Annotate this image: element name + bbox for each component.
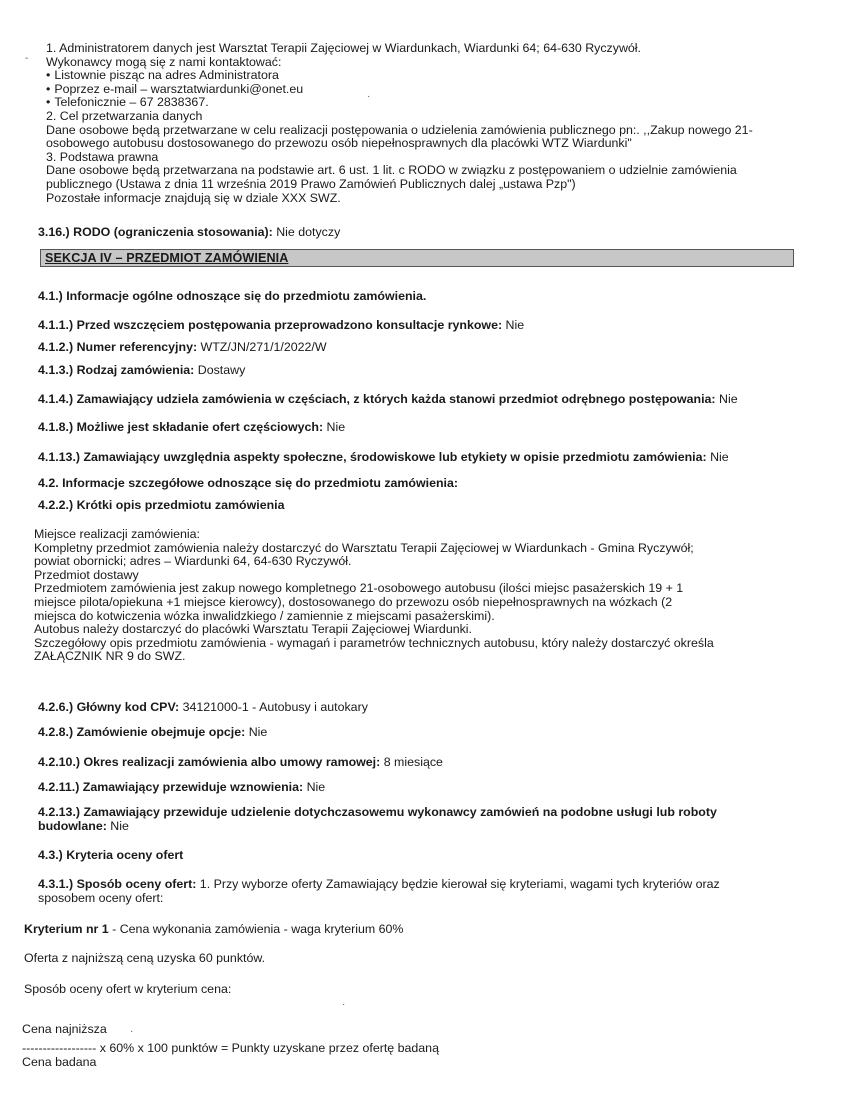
- section-header: [40, 249, 794, 267]
- field-label: 4.2.6.) Główny kod CPV:: [38, 700, 180, 714]
- formula-denominator: Cena badana: [22, 1055, 97, 1069]
- scan-speck: ·: [130, 1026, 134, 1037]
- description-block: [34, 528, 824, 664]
- field-label: 4.1.1.) Przed wszczęciem postępowania przeprowadzono konsultacje rynkowe:: [38, 318, 503, 332]
- scan-speck: ·: [342, 999, 346, 1010]
- criterion-value: - Cena wykonania zamówienia - waga kryterium 60%: [108, 922, 404, 936]
- gdpr-line: publicznego (Ustawa z dnia 11 września 2019 Prawo Zamówień Publicznych dalej „ustawa Pzp"): [46, 176, 576, 191]
- field-label: 4.1.8.) Możliwe jest składanie ofert częściowych:: [38, 420, 324, 434]
- formula-numerator: Cena najniższa: [22, 1022, 107, 1036]
- criterion-label: Kryterium nr 1: [24, 922, 109, 936]
- field-4-2-10: [38, 756, 828, 770]
- description-line: ZAŁĄCZNIK NR 9 do SWZ.: [34, 649, 186, 664]
- field-label: 4.2.11.) Zamawiający przewiduje wznowienia:: [38, 780, 304, 794]
- field-value: Nie dotyczy: [272, 225, 341, 239]
- field-4-2: [38, 477, 828, 491]
- field-value: 34121000-1 - Autobusy i autokary: [179, 700, 368, 714]
- field-4-1-13: [38, 451, 828, 465]
- field-value: Nie: [106, 818, 129, 833]
- gdpr-line: osobowego autobusu dostosowanego do przewozu osób niepełnosprawnych dla placówki WTZ Wiardunki": [46, 136, 632, 151]
- field-label: 4.2.10.) Okres realizacji zamówienia albo umowy ramowej:: [38, 755, 381, 769]
- field-label: 4.1.) Informacje ogólne odnoszące się do przedmiotu zamówienia.: [38, 289, 427, 303]
- criterion-1: [24, 923, 824, 937]
- field-value: WTZ/JN/271/1/2022/W: [197, 340, 327, 354]
- scan-speck: ·: [367, 91, 371, 102]
- field-value: Nie: [715, 392, 738, 406]
- gdpr-line: Dane osobowe będą przetwarzane w celu realizacji postępowania o udzielenia zamówienia publicznego pn:. ,,Zakup nowego 21-: [46, 122, 753, 137]
- field-4-1-8: [38, 421, 828, 435]
- field-value: Nie: [502, 318, 525, 332]
- field-4-2-2: [38, 499, 828, 513]
- field-value: Dostawy: [194, 363, 246, 377]
- gdpr-line: Dane osobowe będą przetwarzana na podstawie art. 6 ust. 1 lit. c RODO w związku z postępowaniem o udzielnie zamówienia: [46, 163, 737, 178]
- field-value: sposobem oceny ofert:: [38, 890, 164, 905]
- description-line: Miejsce realizacji zamówienia:: [34, 527, 200, 541]
- field-4-2-8: [38, 726, 828, 740]
- scan-speck: -: [25, 53, 29, 64]
- field-value: 8 miesiące: [380, 755, 443, 769]
- field-4-1-2: [38, 341, 828, 355]
- field-label: 4.2.8.) Zamówienie obejmuje opcje:: [38, 725, 246, 739]
- description-line: Kompletny przedmiot zamówienia należy dostarczyć do Warsztatu Terapii Zajęciowej w Wiardunkach - Gmina Ryczywół;: [34, 540, 694, 555]
- criterion-note: Oferta z najniższą ceną uzyska 60 punktów.: [24, 951, 266, 965]
- description-line: Przedmiot dostawy: [34, 567, 139, 582]
- field-4-3: [38, 849, 828, 863]
- field-4-1-3: [38, 364, 828, 378]
- description-line: Przedmiotem zamówienia jest zakup nowego kompletnego 21-osobowego autobusu (ilości miejsc pasażerskich 19 + 1: [34, 581, 684, 596]
- field-label: 4.2.2.) Krótki opis przedmiotu zamówienia: [38, 498, 285, 512]
- criterion-note: Sposób oceny ofert w kryterium cena:: [24, 982, 232, 996]
- gdpr-info-block: [46, 42, 806, 205]
- gdpr-line: Pozostałe informacje znajdują się w dziale XXX SWZ.: [46, 190, 341, 205]
- field-value: Nie: [323, 420, 346, 434]
- field-value: 1. Przy wyborze oferty Zamawiający będzie kierował się kryteriami, wagami tych kryteriów oraz: [196, 877, 720, 891]
- field-4-1-1: [38, 319, 828, 333]
- formula-line: [22, 1042, 622, 1056]
- formula-expression: x 60% x 100 punktów = Punkty uzyskane przez ofertę badaną: [96, 1041, 439, 1055]
- gdpr-line: Wykonawcy mogą się z nami kontaktować:: [46, 54, 282, 69]
- gdpr-line: • Telefonicznie – 67 2838367.: [46, 96, 806, 110]
- field-label: 4.1.3.) Rodzaj zamówienia:: [38, 363, 195, 377]
- field-4-2-13: [38, 806, 828, 833]
- field-label: 4.3.1.) Sposób oceny ofert:: [38, 877, 197, 891]
- field-value: Nie: [245, 725, 268, 739]
- gdpr-line: 1. Administratorem danych jest Warsztat Terapii Zajęciowej w Wiardunkach, Wiardunki 64; 64-630 Ryczywół.: [46, 41, 641, 55]
- gdpr-line: 2. Cel przetwarzania danych: [46, 108, 203, 123]
- field-4-3-1: [38, 878, 828, 905]
- field-label: budowlane:: [38, 818, 107, 833]
- field-label: 4.1.4.) Zamawiający udziela zamówienia w częściach, z których każda stanowi przedmiot odrębnego postępowania:: [38, 392, 716, 406]
- section-title: SEKCJA IV – PRZEDMIOT ZAMÓWIENIA: [45, 251, 289, 265]
- description-line: powiat obornicki; adres – Wiardunki 64, 64-630 Ryczywół.: [34, 554, 352, 569]
- field-label: 4.1.2.) Numer referencyjny:: [38, 340, 198, 354]
- gdpr-line: • Listownie pisząc na adres Administratora: [46, 69, 806, 83]
- field-label: 4.2. Informacje szczegółowe odnoszące się do przedmiotu zamówienia:: [38, 476, 459, 490]
- description-line: Autobus należy dostarczyć do placówki Warsztatu Terapii Zajęciowej Wiardunki.: [34, 622, 472, 637]
- description-line: miejsca do kotwiczenia wózka inwalidzkiego / zamiennie z miejscami pasażerskimi).: [34, 608, 495, 623]
- field-4-1-4: [38, 393, 828, 407]
- field-4-1: [38, 290, 828, 304]
- formula-dashes: ------------------: [22, 1041, 97, 1055]
- gdpr-line: 3. Podstawa prawna: [46, 149, 159, 164]
- description-line: Szczegółowy opis przedmiotu zamówienia - wymagań i parametrów technicznych autobusu, który należy dostarczyć określa: [34, 635, 714, 650]
- field-label: 4.3.) Kryteria oceny ofert: [38, 848, 184, 862]
- field-4-2-11: [38, 781, 828, 795]
- field-value: Nie: [303, 780, 326, 794]
- gdpr-line: • Poprzez e-mail – warsztatwiardunki@onet.eu: [46, 83, 806, 97]
- rodo-field: [38, 226, 828, 240]
- field-4-2-6: [38, 701, 828, 715]
- field-label: 4.2.13.) Zamawiający przewiduje udzielenie dotychczasowemu wykonawcy zamówień na podobne usługi lub roboty: [38, 805, 717, 819]
- field-label: 4.1.13.) Zamawiający uwzględnia aspekty społeczne, środowiskowe lub etykiety w opisie przedmiotu zamówienia:: [38, 450, 707, 464]
- field-value: Nie: [706, 450, 729, 464]
- field-label: 3.16.) RODO (ograniczenia stosowania):: [38, 225, 273, 239]
- description-line: miejsce pilota/opiekuna +1 miejsce kierowcy), dostosowanego do przewozu osób niepełnosprawnych na wózkach (2: [34, 594, 673, 609]
